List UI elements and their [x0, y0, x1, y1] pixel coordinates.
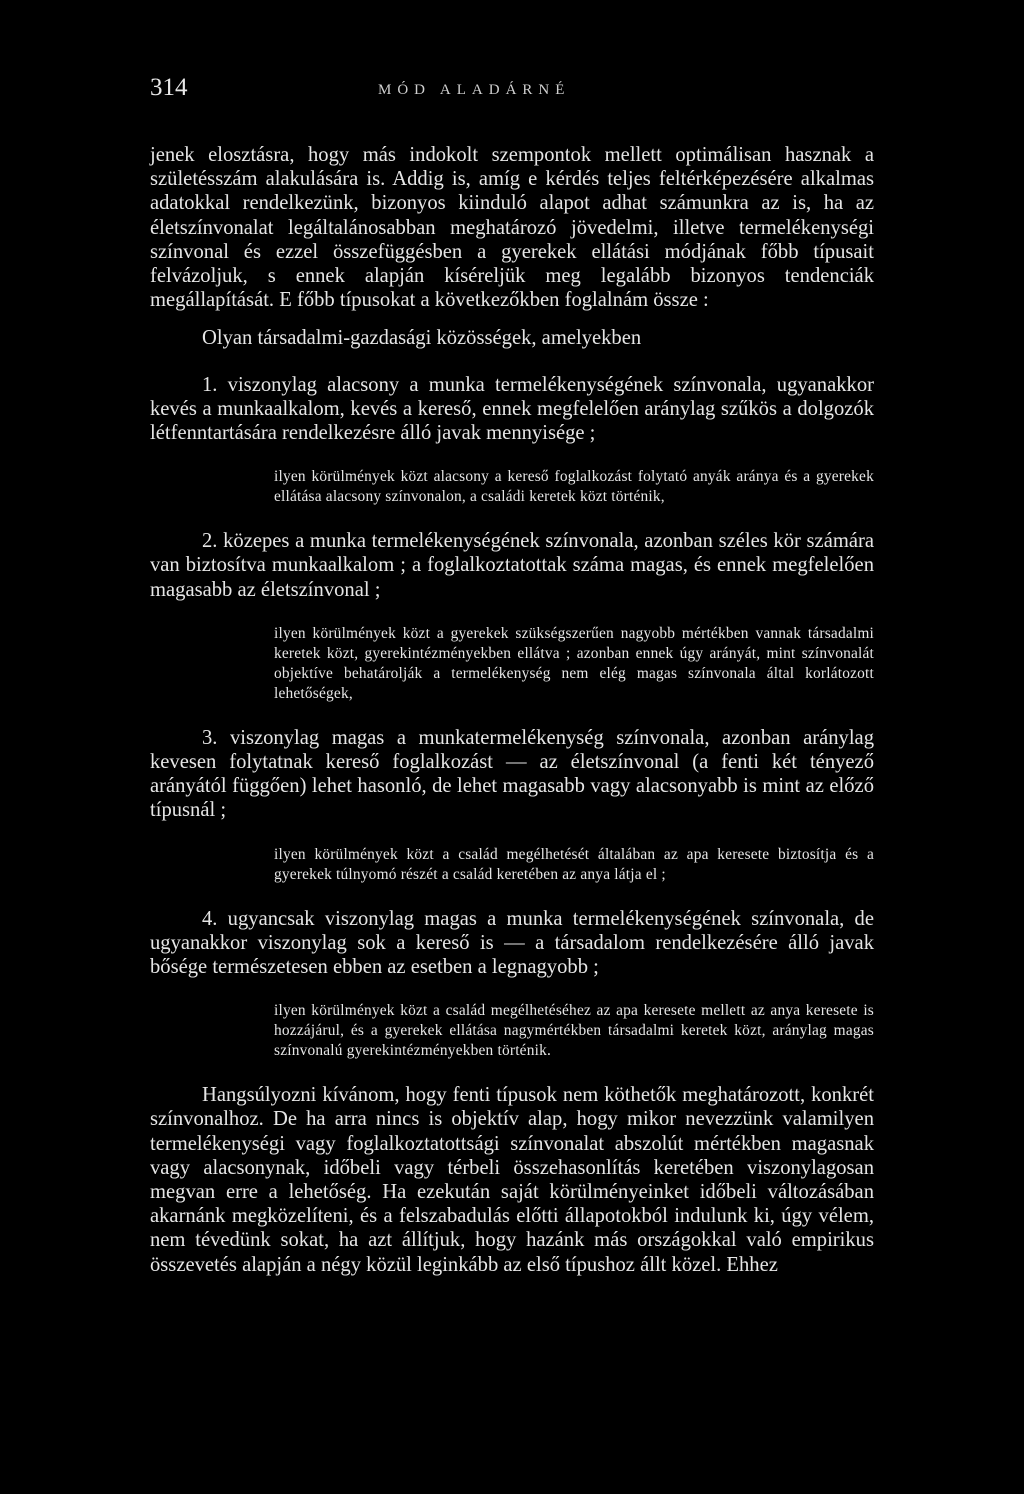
running-head: MÓD ALADÁRNÉ: [378, 82, 571, 98]
paragraph-closing: Hangsúlyozni kívánom, hogy fenti típusok nem köthetők meghatározott, konkrét színvonalhoz. De ha arra nincs is objektív alap, hogy mikor nevezzünk valamilyen termelékenységi vagy foglalkoztatottsági színvonalat abszolút mértékben magasnak vagy alacsonynak, időbeli vagy térbeli összehasonlítás keretében viszonylagosan megvan erre a lehetőség. Ha ezekután saját körülményeinket időbeli változásában akarnánk megközelíteni, és a felszabadulás előtti állapotokból indulunk ki, úgy vélem, nem tévedünk sokat, ha azt állítjuk, hogy hazánk más országokkal való empirikus összevetés alapján a négy közül leginkább az első típushoz állt közel. Ehhez: [150, 1084, 874, 1276]
body-text: [150, 143, 874, 1277]
list-item-2: 2. közepes a munka termelékenységének színvonala, azonban széles kör számára van biztosítva munkaalkalom ; a foglalkoztatottak száma magas, és ennek megfelelően magasabb az életszínvonal ;: [150, 530, 874, 601]
list-item-4: 4. ugyancsak viszonylag magas a munka termelékenységének színvonala, de ugyanakkor viszonylag sok a kereső is — a társadalom rendelkezésére álló javak bősége természetesen ebben az esetben a legnagyobb ;: [150, 907, 874, 979]
paragraph-intro: jenek elosztásra, hogy más indokolt szempontok mellett optimálisan hasznak a születésszám alakulására is. Addig is, amíg e kérdés teljes feltérképezésére alkalmas adatokkal rendelkezünk, bizonyos kiinduló alapot adhat számunkra az is, ha az életszínvonalat legáltalánosabban meghatározó jövedelmi, illetve termelékenységi színvonal és ezzel összefüggésben a gyerekek ellátási módjának főbb típusait felvázoljuk, s ennek alapján kíséreljük meg legalább bizonyos tendenciák megállapítását. E főbb típusokat a következőkben foglalnám össze :: [150, 144, 874, 312]
list-item-1: 1. viszonylag alacsony a munka termelékenységének színvonala, ugyanakkor kevés a munkaalkalom, kevés a kereső, ennek megfelelően aránylag szűkös a dolgozók létfenntartására rendelkezésre álló javak mennyisége ;: [150, 373, 874, 445]
note-3: ilyen körülmények közt a család megélhetését általában az apa keresete biztosítja és a gyerekek túlnyomó részét a család keretében az anya látja el ;: [274, 845, 874, 883]
note-1: ilyen körülmények közt alacsony a kereső foglalkozást folytató anyák aránya és a gyerekek ellátása alacsony színvonalon, a családi keretek közt történik,: [274, 468, 874, 506]
note-2: ilyen körülmények közt a gyerekek szükségszerűen nagyobb mértékben vannak társadalmi keretek közt, gyerekintézményekben ellátva ; azonban ennek úgy arányát, mint színvonalát objektíve behatárolják a termelékenység nem elég magas színvonala által korlátozott lehetőségek,: [274, 624, 874, 702]
page-number: 314: [150, 74, 188, 101]
note-4: ilyen körülmények közt a család megélhetéséhez az apa keresete mellett az anya keresete is hozzájárul, és a gyerekek ellátása nagymértékben társadalmi keretek közt, aránylag magas színvonalú gyerekintézményekben történik.: [274, 1002, 874, 1060]
list-item-3: 3. viszonylag magas a munkatermelékenység színvonala, azonban aránylag kevesen folytatnak kereső foglalkozást — az életszínvonal (a fenti két tényező arányától függően) lehet hasonló, de lehet magasabb vagy alacsonyabb is mint az előző típusnál ;: [150, 726, 874, 822]
paragraph-lead: Olyan társadalmi-gazdasági közösségek, amelyekben: [202, 327, 642, 350]
page-header: [150, 74, 876, 114]
